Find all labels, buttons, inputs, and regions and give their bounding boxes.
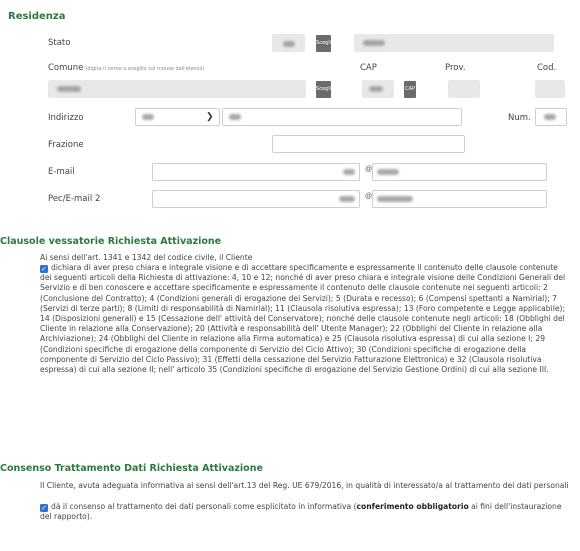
consenso-body-bold: conferimento obbligatorio [356,502,469,511]
consenso-intro: Il Cliente, avuta adeguata informativa ai sensi dell'art.13 del Reg. UE 679/2016, in qualità di interessato/a al trattamento dei dati personali [40,481,569,490]
email-label: E-mail [48,167,75,177]
clausole-checkbox[interactable]: ✓ [41,265,47,273]
num-input[interactable] [535,108,567,126]
comune-hint: (digita il nome o sceglilo col mouse dall'elenco) [85,66,205,72]
cod-label: Cod. [537,63,557,73]
stato-scegli-button[interactable]: Scegli [316,35,331,52]
pec-at-sign: @ [365,193,373,200]
comune-label-text: Comune [48,63,84,73]
frazione-input[interactable] [272,135,465,153]
cap-label: CAP [360,63,377,73]
clausole-block [40,263,568,375]
cap-button[interactable]: CAP [404,81,416,98]
cod-input[interactable] [535,80,565,98]
indirizzo-label: Indirizzo [48,113,84,123]
email-user-input[interactable] [152,163,360,181]
consenso-title: Consenso Trattamento Dati Richiesta Attivazione [0,463,263,474]
indirizzo-type-select[interactable] [135,108,220,126]
indirizzo-input[interactable] [222,108,462,126]
email-at-sign: @ [365,166,373,173]
clausole-body: dichiara di aver preso chiara e integrale visione e di accettare specificamente e espressamente il contenuto delle clausole contenute dei seguenti articoli della Richiesta di attivazione: 4, 10 e 12; nonché di aver preso chiara e integrale visione delle Condizioni Generali del Servizio e di ben conoscere e accettare specificamente e espressamente il contenuto delle clausole contenute nei seguenti articoli: 2 (Conclusione del Contratto); 4 (Condizioni generali di erogazione dei Servizi); 5 (Durata e recesso); 6 (Compensi spettanti a Namirial); 7 (Servizi di terze parti); 8 (Limiti di responsabilità di Namirial); 11 (Clausola risolutiva espressa); 13 (Foro competente e Legge applicabile); 14 (Disposizioni generali) e 15 (Cessazione dell' attività del Conservatore); nonché delle clausole contenute negli articoli: 18 (Obblighi del Cliente in relazione alla Conservazione); 20 (Attività e responsabilità dell' Utente Manager); 22 (Obblighi del Cliente in relazione alla Archiviazione); 24 (Obblighi del Cliente in relazione alla Firma automatica) e 25 (Clausola risolutiva espressa) di cui alla sezione I; 29 (Condizioni specifiche di erogazione della componente di Servizio del Ciclo Attivo); 30 (Condizioni specifiche di erogazione della componente di Servizio del Ciclo Passivo); 31 (Effetti della cessazione del Servizio Fatturazione Elettronica) e 32 (Clausola risolutiva espressa) di cui alla sezione II; nell' articolo 35 (Condizioni specifiche di erogazione del Servizio Gestione Ordini) di cui alla sezione III. [40,263,566,375]
stato-label: Stato [48,38,71,48]
email-domain-input[interactable] [372,163,547,181]
comune-label [48,63,204,73]
chevron-down-icon: ❯ [206,111,214,121]
prov-label: Prov. [445,63,466,73]
consenso-body-post: ai fini dell'instaurazione del rapporto). [40,502,562,522]
consenso-body-pre: dà il consenso al trattamento dei dati personali come esplicitato in informativa ( [51,502,357,511]
cap-input[interactable] [362,80,394,98]
consenso-checkbox[interactable]: ✓ [41,504,47,512]
stato-name-field[interactable] [354,34,554,52]
residenza-title: Residenza [8,11,66,22]
clausole-title: Clausole vessatorie Richiesta Attivazione [0,236,222,247]
num-label: Num. [508,113,531,123]
comune-scegli-button[interactable]: Scegli [316,81,331,98]
stato-code-field[interactable] [272,34,305,52]
clausole-intro: Ai sensi dell'art. 1341 e 1342 del codice civile, il Cliente [40,253,253,262]
pec-user-input[interactable] [152,190,360,208]
frazione-label: Frazione [48,140,84,150]
pec-label: Pec/E-mail 2 [48,194,101,204]
comune-input[interactable] [48,80,306,98]
pec-domain-input[interactable] [372,190,547,208]
consenso-block [40,502,568,522]
prov-input[interactable] [448,80,480,98]
